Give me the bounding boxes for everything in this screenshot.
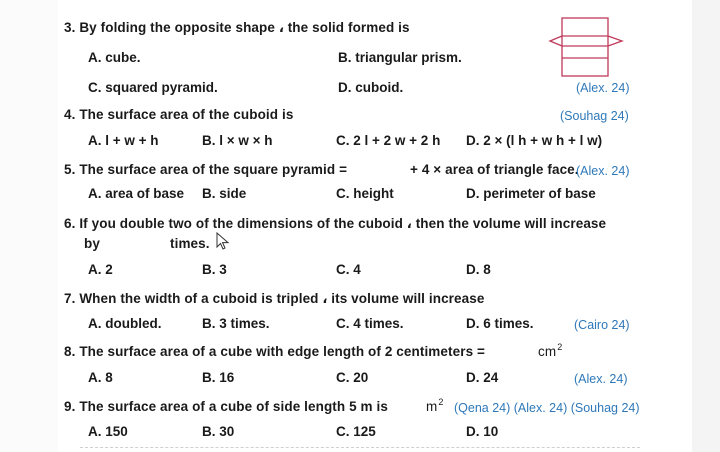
option-9d[interactable]: D. 10 [466, 424, 499, 439]
source-tag: (Alex. 24) [576, 81, 630, 95]
option-9b[interactable]: B. 30 [202, 424, 235, 439]
option-5b[interactable]: B. side [202, 186, 247, 201]
left-page-margin [0, 0, 58, 452]
option-3b[interactable]: B. triangular prism. [338, 50, 462, 65]
question-number: 9. [64, 399, 76, 414]
question-4 [64, 107, 293, 122]
source-tag: (Alex. 24) [574, 372, 628, 386]
option-4c[interactable]: C. 2 l + 2 w + 2 h [336, 133, 441, 148]
option-8a[interactable]: A. 8 [88, 370, 113, 385]
question-text-line2-end: times. [170, 236, 210, 251]
question-text: The surface area of the cuboid is [79, 107, 294, 122]
option-7b[interactable]: B. 3 times. [202, 316, 270, 331]
question-number: 5. [64, 162, 76, 177]
question-number: 3. [64, 20, 76, 35]
question-text: By folding the opposite shape ، the solid formed is [79, 20, 410, 35]
source-tag: (Alex. 24) [576, 164, 630, 178]
option-6b[interactable]: B. 3 [202, 262, 227, 277]
option-5a[interactable]: A. area of base [88, 186, 185, 201]
source-tag: (Cairo 24) [574, 318, 630, 332]
source-tag: (Souhag 24) [560, 109, 629, 123]
question-number: 4. [64, 107, 76, 122]
question-number: 6. [64, 216, 76, 231]
prism-net-icon [548, 16, 628, 82]
question-text: The surface area of a cube of side length 5 m is [79, 399, 388, 414]
question-number: 7. [64, 291, 76, 306]
option-7a[interactable]: A. doubled. [88, 316, 162, 331]
option-9c[interactable]: C. 125 [336, 424, 376, 439]
option-8d[interactable]: D. 24 [466, 370, 499, 385]
question-number: 8. [64, 344, 76, 359]
option-8c[interactable]: C. 20 [336, 370, 369, 385]
question-3 [64, 20, 410, 36]
option-6a[interactable]: A. 2 [88, 262, 113, 277]
bottom-divider [80, 447, 640, 448]
question-text-line2-start: by [84, 236, 100, 251]
option-5c[interactable]: C. height [336, 186, 394, 201]
mouse-pointer-icon [216, 232, 230, 255]
option-7d[interactable]: D. 6 times. [466, 316, 534, 331]
option-4d[interactable]: D. 2 × (l h + w h + l w) [466, 133, 603, 148]
question-7 [64, 291, 484, 307]
question-text-continued: + 4 × area of triangle face. [410, 162, 579, 177]
source-tag: (Qena 24) (Alex. 24) (Souhag 24) [454, 401, 640, 415]
question-text: If you double two of the dimensions of the cuboid ، then the volume will increase [79, 216, 607, 231]
option-4b[interactable]: B. l × w × h [202, 133, 273, 148]
question-9 [64, 399, 388, 414]
right-page-margin [692, 0, 720, 452]
question-text: When the width of a cuboid is tripled ، its volume will increase [79, 291, 485, 306]
option-9a[interactable]: A. 150 [88, 424, 128, 439]
question-text: The surface area of a cube with edge length of 2 centimeters = [79, 344, 486, 359]
prism-net-figure [548, 16, 628, 87]
option-3d[interactable]: D. cuboid. [338, 80, 404, 95]
unit-cm-squared: $cm^2$ [538, 342, 563, 359]
option-3c[interactable]: C. squared pyramid. [88, 80, 218, 95]
option-8b[interactable]: B. 16 [202, 370, 235, 385]
question-6 [64, 216, 606, 232]
question-text: The surface area of the square pyramid = [79, 162, 348, 177]
option-4a[interactable]: A. l + w + h [88, 133, 159, 148]
question-8 [64, 344, 485, 359]
question-5 [64, 162, 347, 177]
option-3a[interactable]: A. cube. [88, 50, 141, 65]
option-5d[interactable]: D. perimeter of base [466, 186, 596, 201]
unit-m-squared: $m^2$ [426, 397, 444, 414]
option-6c[interactable]: C. 4 [336, 262, 361, 277]
option-6d[interactable]: D. 8 [466, 262, 491, 277]
option-7c[interactable]: C. 4 times. [336, 316, 404, 331]
